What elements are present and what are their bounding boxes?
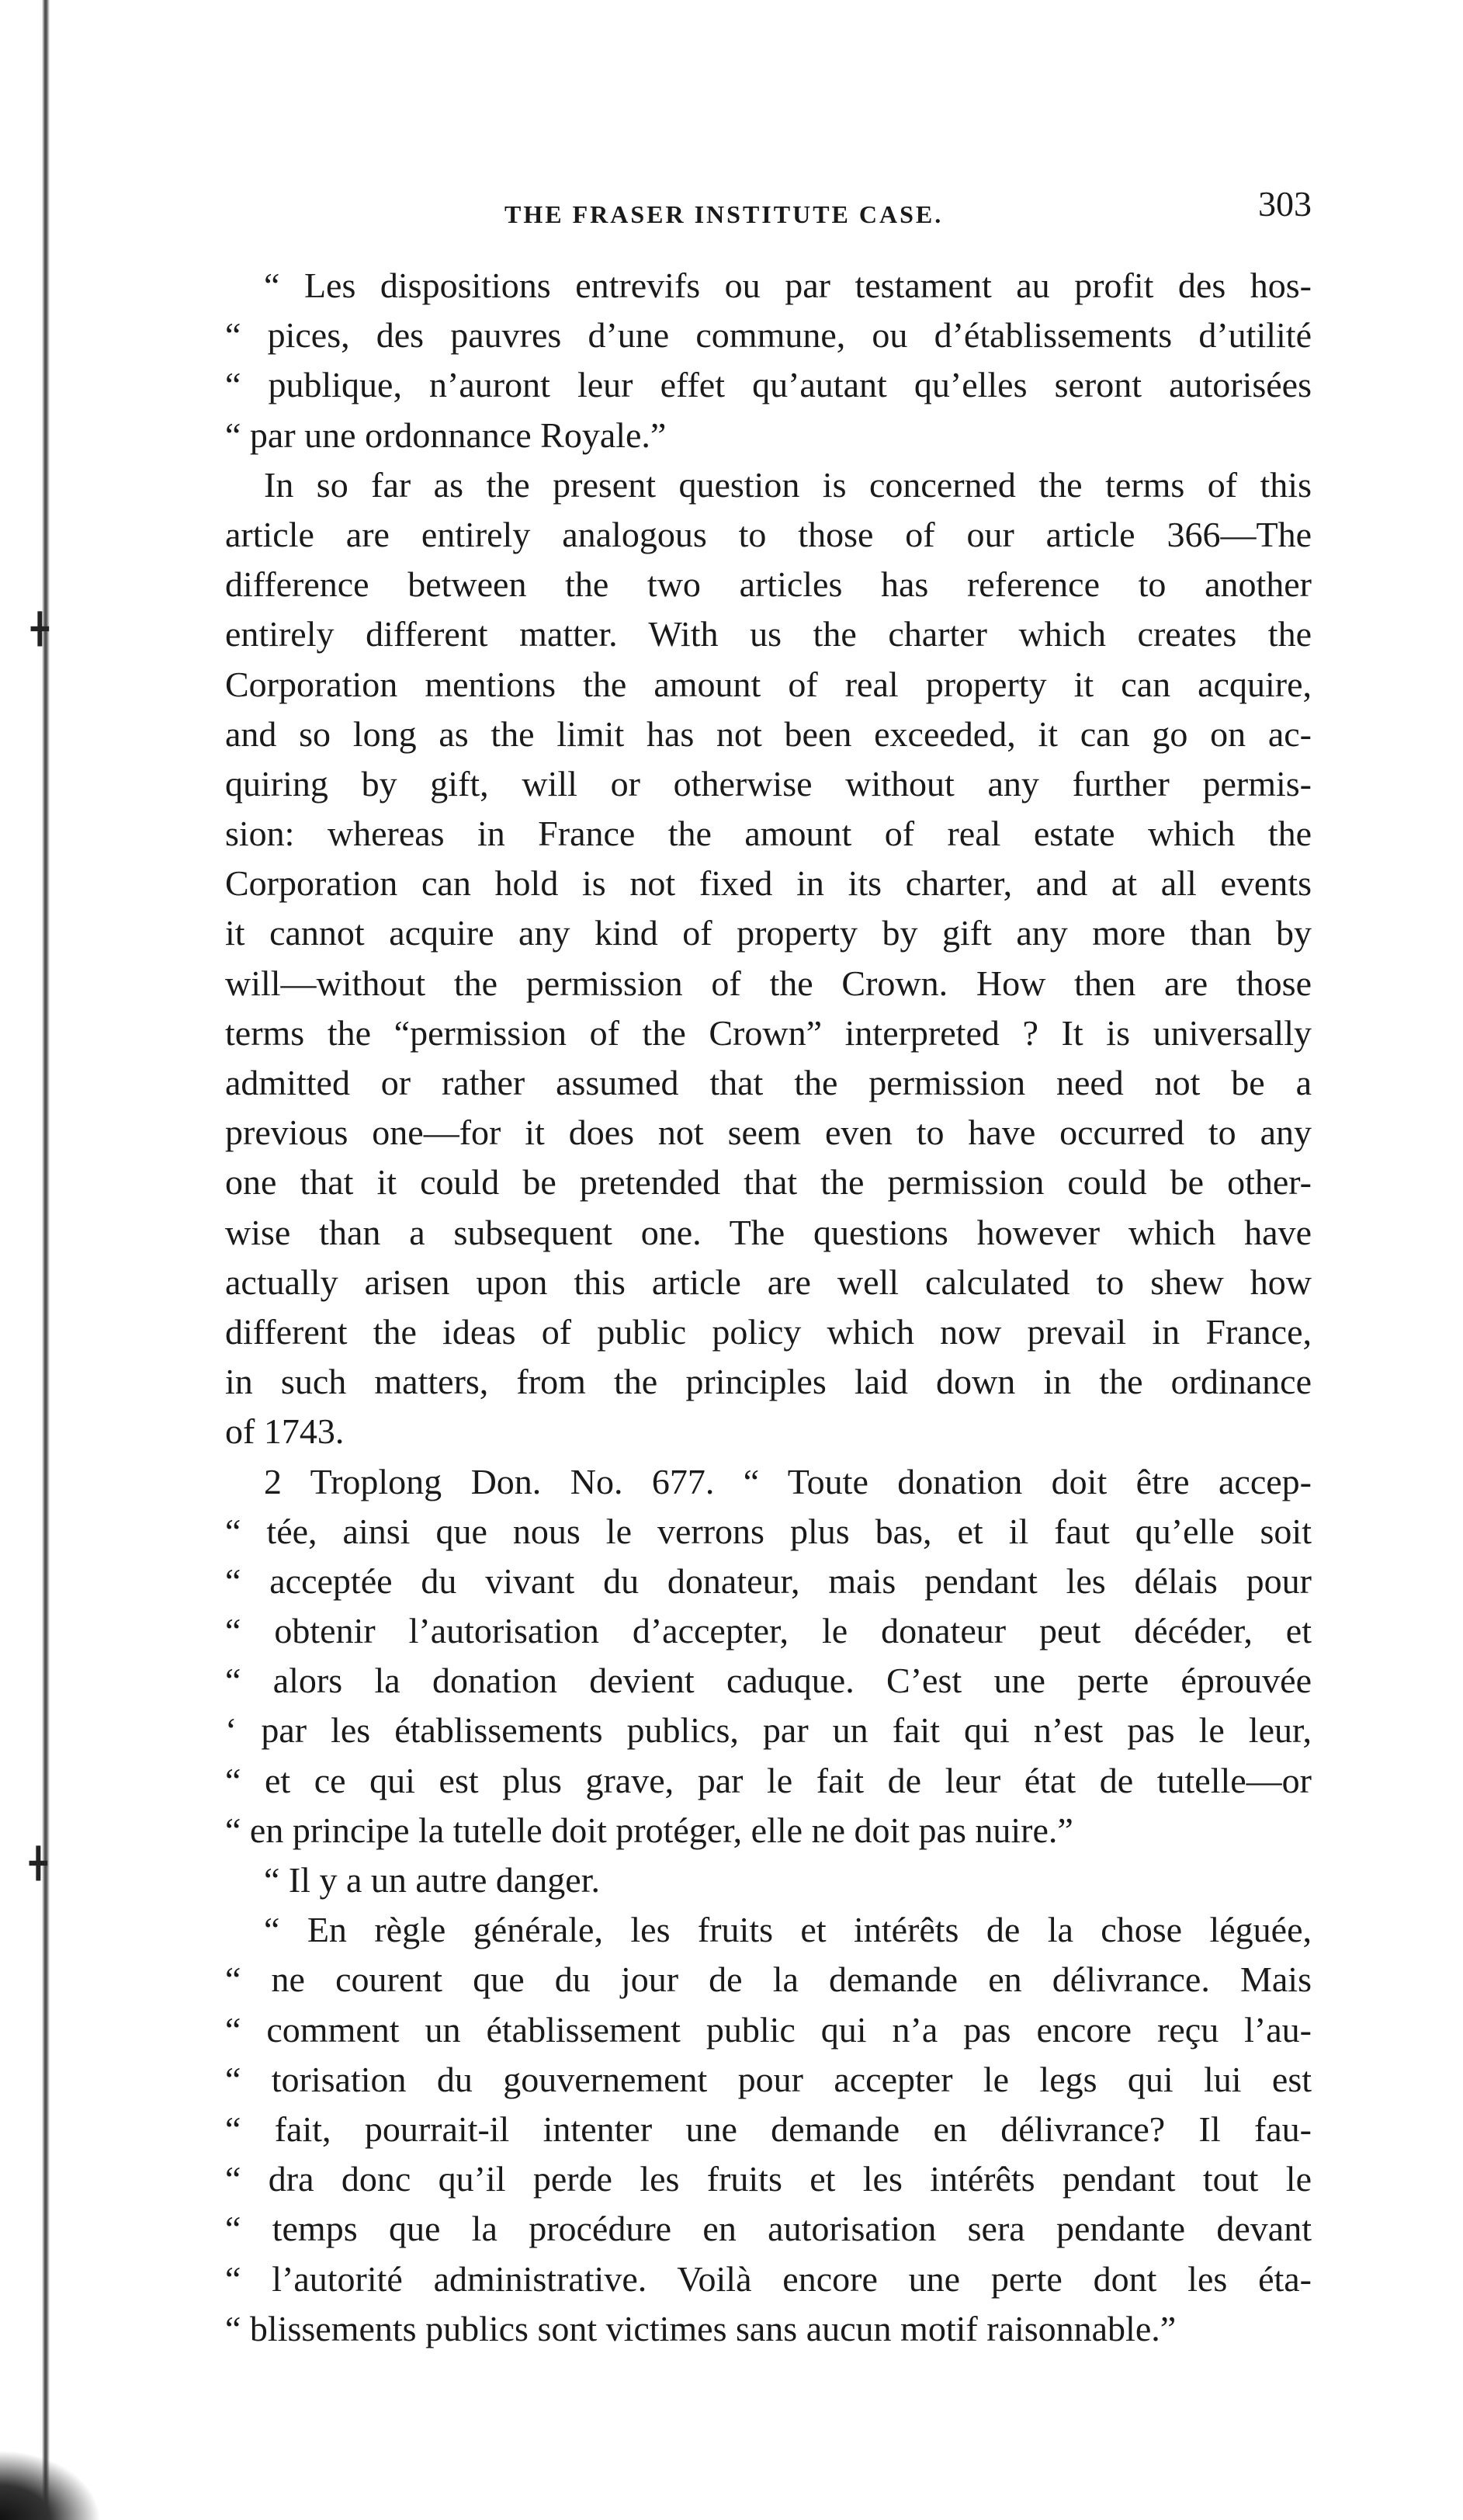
text-line: quiring by gift, will or otherwise without any further permis-	[225, 763, 1312, 804]
running-head: THE FRASER INSTITUTE CASE.	[504, 200, 944, 228]
page-number: 303	[1258, 184, 1312, 224]
text-line: “ En règle générale, les fruits et intérêts de la chose léguée,	[264, 1910, 1312, 1950]
text-line: “ acceptée du vivant du donateur, mais pendant les délais pour	[225, 1560, 1312, 1601]
text-line: 2 Troplong Don. No. 677. “ Toute donation doit être accep-	[264, 1461, 1312, 1501]
text-line: “ obtenir l’autorisation d’accepter, le donateur peut décéder, et	[225, 1611, 1312, 1651]
body-text	[225, 261, 1312, 2354]
text-line: “ comment un établissement public qui n’a pas encore reçu l’au-	[225, 2009, 1312, 2050]
text-line: “ torisation du gouvernement pour accepter le legs qui lui est	[225, 2059, 1312, 2099]
text-line: entirely different matter. With us the charter which creates the	[225, 614, 1312, 654]
text-line: “ fait, pourrait-il intenter une demande en délivrance? Il fau-	[225, 2109, 1312, 2149]
text-line: it cannot acquire any kind of property by gift any more than by	[225, 913, 1312, 953]
text-line: Corporation can hold is not fixed in its charter, and at all events	[225, 863, 1312, 904]
text-line: “ par une ordonnance Royale.”	[225, 415, 667, 455]
text-line: “ temps que la procédure en autorisation sera pendante devant	[225, 2209, 1312, 2249]
binding-edge	[42, 0, 50, 2520]
text-line: sion: whereas in France the amount of real estate which the	[225, 814, 1312, 854]
text-line: will—without the permission of the Crown. How then are those	[225, 963, 1312, 1003]
text-line: previous one—for it does not seem even to have occurred to any	[225, 1112, 1312, 1153]
text-line: difference between the two articles has reference to another	[225, 564, 1312, 605]
text-line: different the ideas of public policy which now prevail in France,	[225, 1311, 1312, 1352]
margin-mark: ╋	[31, 612, 49, 646]
text-line: Corporation mentions the amount of real property it can acquire,	[225, 664, 1312, 704]
text-line: admitted or rather assumed that the permission need not be a	[225, 1063, 1312, 1102]
text-line: of 1743.	[225, 1411, 345, 1452]
text-line: “ et ce qui est plus grave, par le fait de leur état de tutelle—or	[225, 1760, 1312, 1800]
text-line: terms the “permission of the Crown” interpreted ? It is universally	[225, 1012, 1312, 1053]
page-header	[225, 183, 1312, 245]
text-line: In so far as the present question is concerned the terms of this	[264, 464, 1312, 505]
text-line: “ alors la donation devient caduque. C’est une perte éprouvée	[225, 1661, 1312, 1701]
text-line: article are entirely analogous to those of our article 366—The	[225, 514, 1312, 554]
text-line: “ l’autorité administrative. Voilà encore une perte dont les éta-	[225, 2258, 1312, 2299]
text-line: “ dra donc qu’il perde les fruits et les intérêts pendant tout le	[225, 2159, 1312, 2199]
text-line: “ Il y a un autre danger.	[264, 1860, 600, 1900]
text-line: and so long as the limit has not been exceeded, it can go on ac-	[225, 713, 1312, 754]
text-line: “ ne courent que du jour de la demande en délivrance. Mais	[225, 1959, 1312, 2000]
text-line: wise than a subsequent one. The questions however which have	[225, 1212, 1312, 1252]
text-line: one that it could be pretended that the permission could be other-	[225, 1162, 1312, 1203]
binding-shadow	[0, 2450, 101, 2520]
margin-mark: ╋	[29, 1846, 47, 1880]
text-line: “ blissements publics sont victimes sans aucun motif raisonnable.”	[225, 2308, 1177, 2348]
text-line: actually arisen upon this article are well calculated to shew how	[225, 1262, 1312, 1302]
text-line: “ pices, des pauvres d’une commune, ou d’établissements d’utilité	[225, 315, 1312, 356]
text-line: “ Les dispositions entrevifs ou par testament au profit des hos-	[264, 266, 1312, 305]
text-line: in such matters, from the principles laid down in the ordinance	[225, 1362, 1312, 1402]
text-line: “ en principe la tutelle doit protéger, elle ne doit pas nuire.”	[225, 1810, 1073, 1850]
text-line: “ tée, ainsi que nous le verrons plus bas, et il faut qu’elle soit	[225, 1511, 1312, 1551]
text-line: “ publique, n’auront leur effet qu’autant qu’elles seront autorisées	[225, 365, 1312, 405]
text-line: ‘ par les établissements publics, par un fait qui n’est pas le leur,	[225, 1710, 1312, 1751]
